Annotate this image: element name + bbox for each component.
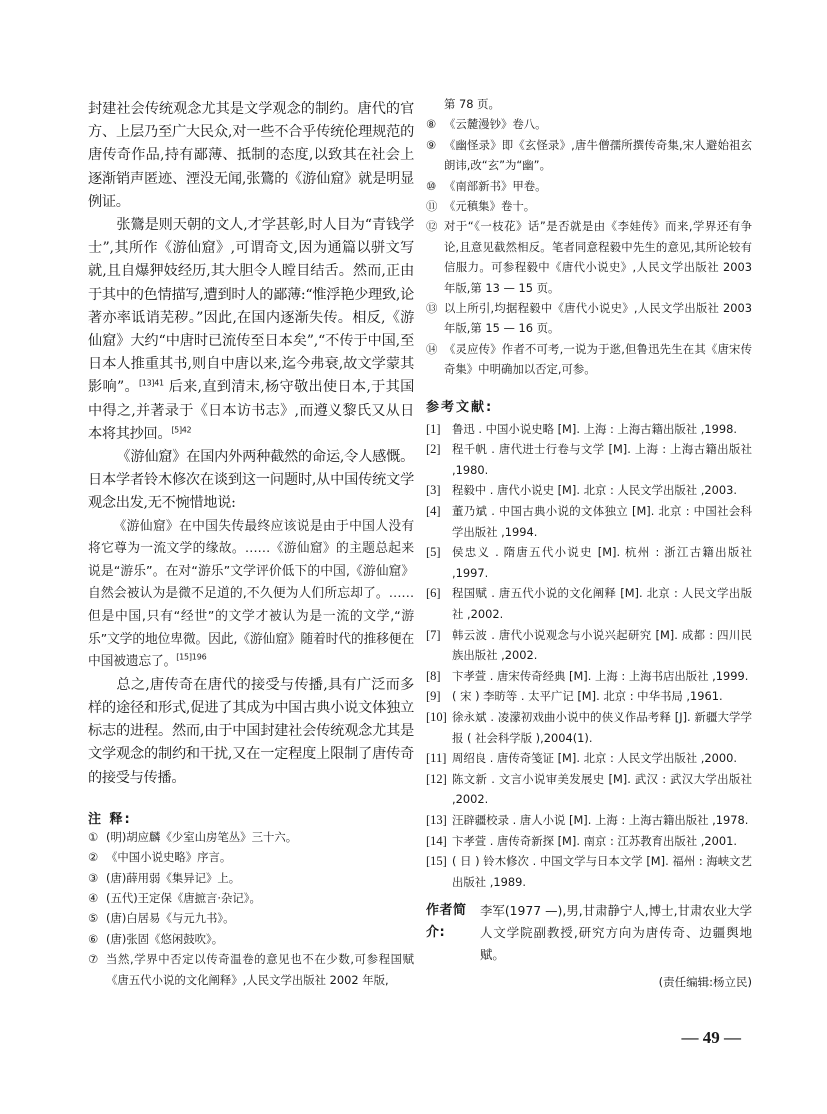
reference-item <box>426 501 752 542</box>
reference-item <box>426 625 752 666</box>
note-item-number: ④ <box>88 891 99 906</box>
notes-list-left <box>88 827 414 990</box>
author-bio-text: 李军(1977 —),男,甘肃静宁人,博士,甘肃农业大学人文学院副教授,研究方向为唐传奇、边疆舆地赋。 <box>480 903 752 963</box>
reference-item-number: [3] <box>426 483 441 498</box>
note-item <box>88 929 414 949</box>
note-item <box>426 339 752 380</box>
reference-item-number: [12] <box>426 771 447 786</box>
note-item-text: (唐)白居易《与元九书》。 <box>106 911 235 926</box>
body-paragraph-2 <box>88 214 414 446</box>
note-item-text: 第 78 页。 <box>444 97 500 111</box>
note-item-number: ⑫ <box>426 219 438 234</box>
note-item-number: ⑨ <box>426 137 437 152</box>
note-item <box>88 908 414 928</box>
note-item-text: 《元稹集》卷十。 <box>444 199 536 214</box>
reference-item-number: [8] <box>426 668 441 683</box>
reference-item <box>426 831 752 852</box>
reference-item-text: 汪辟疆校录 . 唐人小说 [M]. 上海 : 上海古籍出版社 ,1978. <box>452 812 749 827</box>
reference-item-number: [13] <box>426 812 447 827</box>
note-item-number: ⑤ <box>88 911 99 926</box>
reference-item-text: 韩云波 . 唐代小说观念与小说兴起研究 [M]. 成都 : 四川民族出版社 ,2002. <box>452 627 752 663</box>
note-item <box>426 196 752 216</box>
references-list <box>426 419 752 893</box>
reference-item-text: 程千帆 . 唐代进士行卷与文学 [M]. 上海 : 上海古籍出版社 ,1980. <box>452 442 752 477</box>
reference-item-number: [2] <box>426 442 441 457</box>
reference-item-text: ( 宋 ) 李昉等 . 太平广记 [M]. 北京 : 中华书局 ,1961. <box>452 689 723 704</box>
reference-item-number: [15] <box>426 854 447 869</box>
note-item <box>88 827 414 847</box>
note-item-text: 《云麓漫钞》卷八。 <box>444 117 547 132</box>
note-item-text: 《幽怪录》即《玄怪录》,唐牛僧孺所撰传奇集,宋人避始祖玄朗讳,改“玄”为“幽”。 <box>444 137 752 173</box>
note-item-number: ① <box>88 829 99 844</box>
note-item-number: ⑪ <box>426 199 438 214</box>
reference-item-number: [10] <box>426 710 447 724</box>
reference-item <box>426 480 752 501</box>
note-item-number: ⑭ <box>426 341 438 356</box>
note-item <box>88 888 414 908</box>
note-item <box>88 847 414 867</box>
note-item <box>426 216 752 298</box>
note-item-number: ⑥ <box>88 931 99 946</box>
reference-item-number: [6] <box>426 586 441 601</box>
note-item-number: ⑩ <box>426 178 437 193</box>
note-item-number: ⑧ <box>426 117 437 132</box>
reference-item-text: 董乃斌 . 中国古典小说的文体独立 [M]. 北京 : 中国社会科学出版社 ,1994. <box>452 504 752 539</box>
reference-item-number: [7] <box>426 627 441 642</box>
note-item <box>426 176 752 196</box>
note-item-text: 《中国小说史略》序言。 <box>106 850 232 865</box>
note-item-text: 当然,学界中否定以传奇温卷的意见也不在少数,可参程国赋《唐五代小说的文化阐释》,人民文学出版社 2002 年版, <box>106 952 414 987</box>
note-item-number: ② <box>88 850 99 865</box>
reference-item-text: ( 日 ) 铃木修次 . 中国文学与日本文学 [M]. 福州 : 海峡文艺出版社 ,1989. <box>452 854 752 889</box>
block-quote <box>88 516 414 674</box>
reference-item <box>426 851 752 892</box>
references-heading: 参考文献: <box>426 399 494 415</box>
left-column <box>88 98 414 990</box>
reference-item <box>426 769 752 810</box>
page-number: — 49 — <box>681 1028 741 1047</box>
responsible-editor: (责任编辑:杨立民) <box>658 975 752 990</box>
note-item-text: 《南部新书》甲卷。 <box>444 178 547 193</box>
reference-item-text: 陈文新 . 文言小说审美发展史 [M]. 武汉 : 武汉大学出版社 ,2002. <box>452 771 752 807</box>
reference-item <box>426 542 752 583</box>
note-item <box>426 114 752 134</box>
body-paragraph-4: 总之,唐传奇在唐代的接受与传播,具有广泛而多样的途径和形式,促进了其成为中国古典小说文体独立标志的进程。然而,由于中国封建社会传统观念尤其是文学观念的制约和干扰,又在一定程度上限制了唐传奇的接受与传播。 <box>88 676 414 786</box>
reference-item <box>426 583 752 624</box>
reference-item-number: [9] <box>426 689 441 704</box>
note-item-text: (唐)薛用弱《集异记》上。 <box>106 870 241 885</box>
note-item <box>426 94 752 114</box>
reference-item <box>426 419 752 440</box>
reference-item-number: [1] <box>426 421 441 436</box>
reference-item-number: [5] <box>426 545 441 560</box>
note-item <box>88 949 414 990</box>
reference-item-text: 卞孝萱 . 唐宋传奇经典 [M]. 上海 : 上海书店出版社 ,1999. <box>452 668 749 683</box>
body-paragraph-3: 《游仙窟》在国内外两种截然的命运,令人感慨。日本学者铃木修次在谈到这一问题时,从中国传统文学观念出发,无不惋惜地说: <box>88 449 414 512</box>
reference-item <box>426 439 752 480</box>
right-column <box>426 98 752 990</box>
reference-item-text: 卞孝萱 . 唐传奇新探 [M]. 南京 : 江苏教育出版社 ,2001. <box>452 833 738 848</box>
reference-item <box>426 666 752 687</box>
note-item <box>426 298 752 339</box>
note-item <box>88 868 414 888</box>
note-item <box>426 135 752 176</box>
reference-item-number: [11] <box>426 751 447 766</box>
author-bio-label: 作者简介: <box>426 903 467 941</box>
reference-item-number: [14] <box>426 833 447 848</box>
notes-heading: 注 释: <box>88 811 132 827</box>
reference-item <box>426 707 752 748</box>
reference-item-text: 鲁迅 . 中国小说史略 [M]. 上海 : 上海古籍出版社 ,1998. <box>452 421 738 436</box>
note-item-text: 以上所引,均据程毅中《唐代小说史》,人民文学出版社 2003 年版,第 15 — 16 页。 <box>444 301 752 336</box>
reference-item-text: 周绍良 . 唐传奇笺证 [M]. 北京 : 人民文学出版社 ,2000. <box>452 751 738 766</box>
reference-item <box>426 810 752 831</box>
citation-13-41: [13]41 <box>138 378 164 388</box>
reference-item <box>426 686 752 707</box>
note-item-text: (明)胡应麟《少室山房笔丛》三十六。 <box>106 829 298 844</box>
reference-item-text: 程国赋 . 唐五代小说的文化阐释 [M]. 北京 : 人民文学出版社 ,2002. <box>452 586 752 622</box>
note-item-text: (唐)张固《悠闲鼓吹》。 <box>106 931 224 946</box>
block-quote-text: 《游仙窟》在中国失传最终应该说是由于中国人没有将它尊为一流文学的缘故。……《游仙窟》的主题总起来说是“游乐”。在对“游乐”文学评价低下的中国,《游仙窟》自然会被认为是微不足道的,不久便为人们所忘却了。……但是中国,只有“经世”的文学才被认为是一流的文学,“游乐”文学的地位卑微。因此,《游仙窟》随着时代的推移便在中国被遗忘了。 <box>88 518 414 670</box>
note-item-text: 对于“《一枝花》话”是否就是由《李娃传》而来,学界还有争论,且意见截然相反。笔者同意程毅中先生的意见,其所论较有信服力。可参程毅中《唐代小说史》,人民文学出版社 2003 年版,第 13 — 15 页。 <box>444 219 752 295</box>
reference-item-text: 程毅中 . 唐代小说史 [M]. 北京 : 人民文学出版社 ,2003. <box>452 483 738 498</box>
note-item-number: ③ <box>88 870 99 885</box>
note-item-text: 《灵应传》作者不可考,一说为于逖,但鲁迅先生在其《唐宋传奇集》中明确加以否定,可参。 <box>444 341 752 377</box>
note-item-text: (五代)王定保《唐摭言·杂记》。 <box>106 891 261 906</box>
notes-list-right <box>426 94 752 380</box>
note-item-number: ⑬ <box>426 301 438 316</box>
reference-item-text: 徐永斌 . 凌濛初戏曲小说中的侠义作品考释 [J]. 新疆大学学报 ( 社会科学版 ),2004(1). <box>452 710 752 745</box>
body-paragraph-1: 封建社会传统观念尤其是文学观念的制约。唐代的官方、上层乃至广大民众,对一些不合乎传统伦理规范的唐传奇作品,持有鄙薄、抵制的态度,以致其在社会上逐渐销声匿迹、湮没无闻,张鷟的《游仙窟》就是明显例证。 <box>88 101 414 210</box>
citation-15-196: [15]196 <box>176 652 207 662</box>
note-item-number: ⑦ <box>88 952 99 967</box>
author-bio <box>426 900 752 966</box>
reference-item-text: 侯忠义 . 隋唐五代小说史 [M]. 杭州 : 浙江古籍出版社 ,1997. <box>452 545 752 580</box>
body-paragraph-2a: 张鷟是则天朝的文人,才学甚彰,时人目为“青钱学士”,其所作《游仙窟》,可谓奇文,因为通篇以骈文写就,且自爆狎妓经历,其大胆令人瞠目结舌。然而,正由于其中的色情描写,遭到时人的鄙薄:“惟浮艳少理致,论著亦率诋诮芜秽。”因此,在国内逐渐失传。相反,《游仙窟》大约“中唐时已流传至日本矣”,“不传于中国,至日本人推重其书,则自中唐以来,迄今弗衰,故文学蒙其影响”。 <box>88 217 414 396</box>
body-paragraph-2b: 后来,直到清末,杨守敬出使日本,于其国中得之,并著录于《日本访书志》,而遵义黎氏又从日本将其抄回。 <box>88 379 414 442</box>
reference-item <box>426 748 752 769</box>
reference-item-number: [4] <box>426 504 441 519</box>
citation-5-42: [5]42 <box>171 425 192 435</box>
